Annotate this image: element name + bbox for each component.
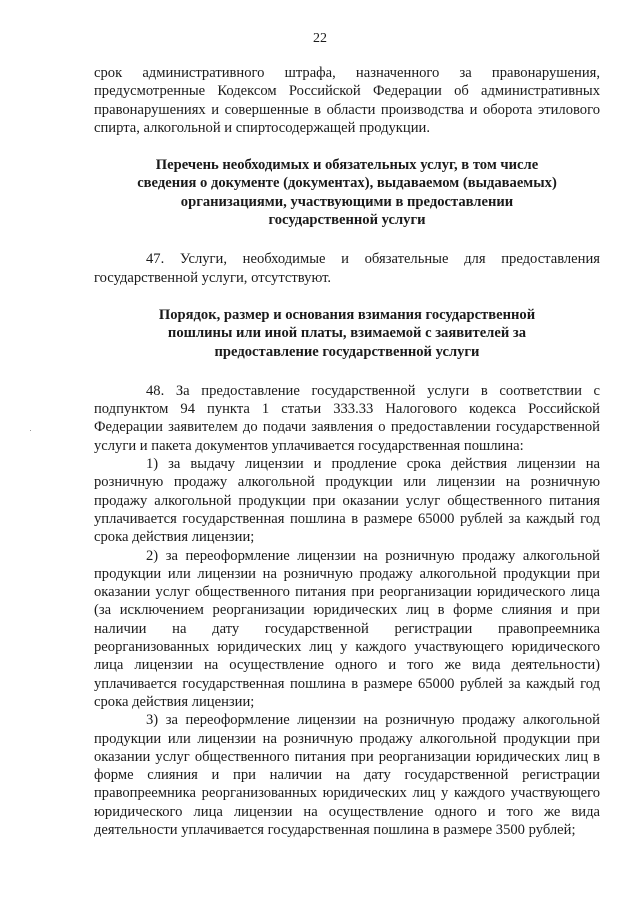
paragraph-47: 47. Услуги, необходимые и обязательные для предоставления государственной услуги, отсутствуют. (94, 251, 600, 286)
paragraph-continuation: срок административного штрафа, назначенного за правонарушения, предусмотренные Кодексом Российской Федерации об административных правонарушениях и совершенные в области производства и оборота этилового спирта, алкогольной и спиртосодержащей продукции. (94, 65, 600, 136)
list-item-1: 1) за выдачу лицензии и продление срока действия лицензии на розничную продажу алкогольной продукции или лицензии на розничную продажу алкогольной продукции при оказании услуг общественного питания уплачивается государственная пошлина в размере 65000 рублей за каждый год срока действия лицензии; (94, 456, 600, 546)
scan-speck (30, 430, 31, 431)
list-item-3: 3) за переоформление лицензии на розничную продажу алкогольной продукции или лицензии на розничную продажу алкогольной продукции при оказании услуг общественного питания при реорганизации юридических лиц в форме слияния и при наличии на дату государственной регистрации правопреемника реорганизованных юридических лиц у каждого участвующего юридического лица лицензии на осуществление одного и того же вида деятельности уплачивается государственная пошлина в размере 3500 рублей; (94, 712, 600, 838)
list-item-2: 2) за переоформление лицензии на розничную продажу алкогольной продукции или лицензии на розничную продажу алкогольной продукции при оказании услуг общественного питания при реорганизации юридического лица (за исключением реорганизации юридических лиц в форме слияния и при наличии на дату государственной регистрации правопреемника реорганизованных юридических лиц у каждого участвующего юридического лица лицензии на осуществление одного и того же вида деятельности) уплачивается государственная пошлина в размере 65000 рублей за каждый год срока действия лицензии; (94, 547, 600, 710)
section-heading-services: Перечень необходимых и обязательных услуг, в том числе сведения о документе (документах), выдаваемом (выдаваемых) организациями, участвующими в предоставлении государственной услуги (137, 157, 557, 229)
page-number: 22 (313, 31, 327, 46)
paragraph-48: 48. За предоставление государственной услуги в соответствии с подпунктом 94 пункта 1 статьи 333.33 Налогового кодекса Российской Федерации заявителем до подачи заявления о предоставлении государственной услуги и пакета документов уплачивается государственная пошлина: (94, 382, 600, 454)
section-heading-fee: Порядок, размер и основания взимания государственной пошлины или иной платы, взимаемой с заявителей за предоставление государственной услуги (158, 306, 536, 360)
document-body (94, 64, 600, 839)
